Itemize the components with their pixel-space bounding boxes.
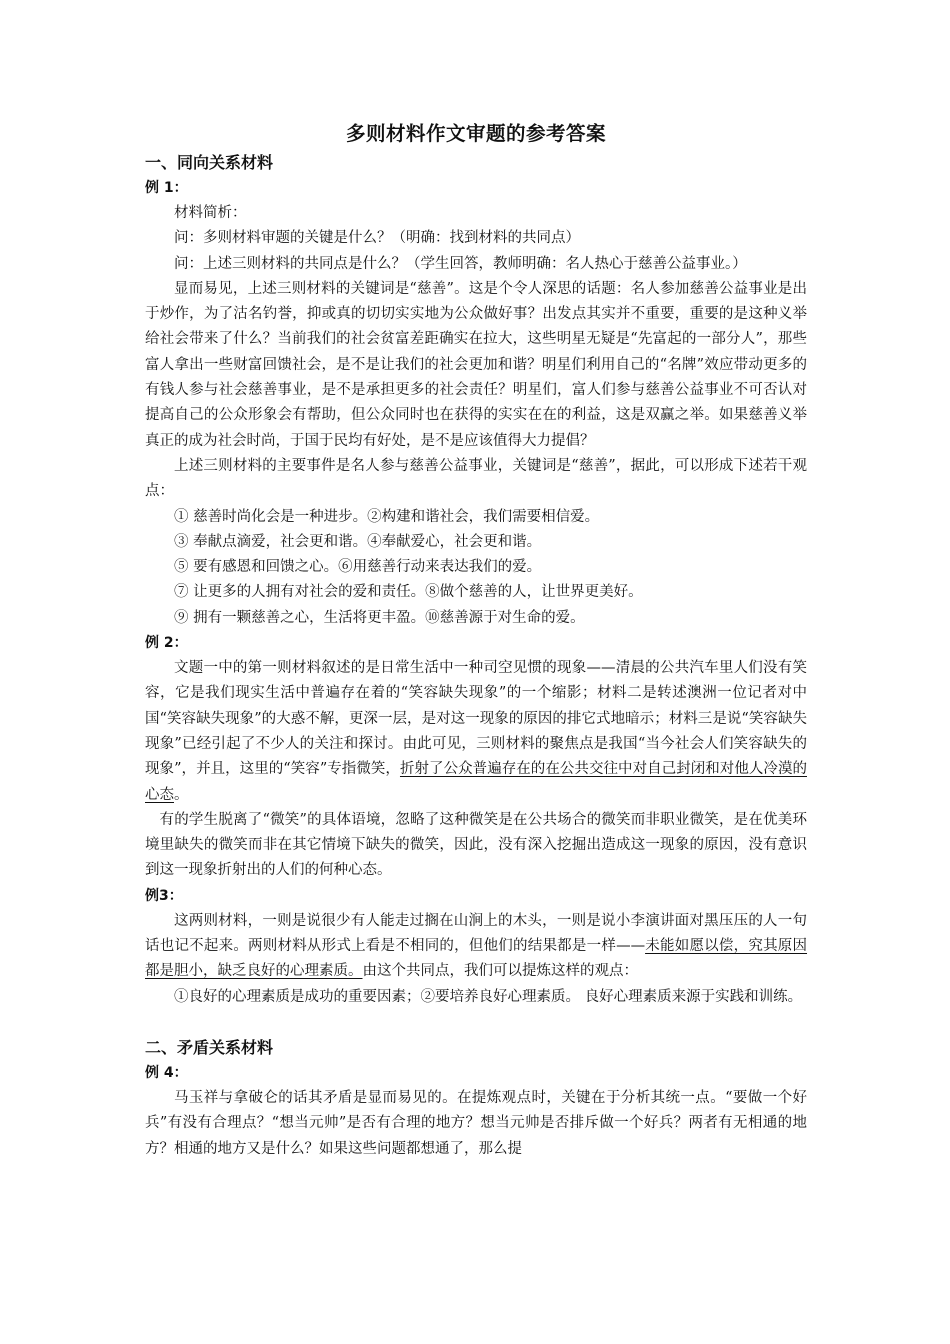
example-1-paragraph-2: 上述三则材料的主要事件是名人参与慈善公益事业，关键词是“慈善”，据此，可以形成下述若干观点： xyxy=(145,457,807,500)
example-3-paragraph-2: ①良好的心理素质是成功的重要因素；②要培养良好心理素质。 良好心理素质来源于实践和训练。 xyxy=(174,988,803,1005)
example-3-paragraph-1 xyxy=(145,909,807,985)
example-1-point-line: ③ 奉献点滴爱，社会更和谐。④奉献爱心，社会更和谐。 xyxy=(174,533,542,550)
example-1-question-1: 问：多则材料审题的关键是什么？（明确：找到材料的共同点） xyxy=(174,230,580,247)
example-2-text: 文题一中的第一则材料叙述的是日常生活中一种司空见惯的现象——清晨的公共汽车里人们没有笑容，它是我们现实生活中普遍存在着的“笑容缺失现象”的一个缩影；材料二是转述澳洲一位记者对中国“笑容缺失现象”的大惑不解，更深一层，是对这一现象的原因的排它式地暗示；材料三是说“笑容缺失现象”已经引起了不少人的关注和探讨。由此可见，三则材料的聚焦点是我国“当今社会人们笑容缺失的现象”，并且，这里的“笑容”专指微笑， xyxy=(145,660,807,778)
example-3-text-end: 由这个共同点，我们可以提炼这样的观点： xyxy=(362,963,638,980)
example-2-label: 例 2： xyxy=(145,635,188,652)
document-page xyxy=(145,120,807,1162)
section-spacer xyxy=(145,1010,807,1035)
section-heading-1: 一、同向关系材料 xyxy=(145,153,274,172)
example-4-label: 例 4： xyxy=(145,1064,188,1081)
example-1-point-line: ⑤ 要有感恩和回馈之心。⑥用慈善行动来表达我们的爱。 xyxy=(174,559,542,576)
example-2-paragraph-1 xyxy=(145,656,807,808)
example-1-question-2: 问：上述三则材料的共同点是什么？（学生回答，教师明确：名人热心于慈善公益事业。） xyxy=(174,255,747,272)
example-3-text: 这两则材料，一则是说很少有人能走过搁在山涧上的木头，一则是说小李演讲面对黑压压的人一句话也记不起来。两则材料从形式上看是不相同的，但他们的结果都是一样—— xyxy=(145,912,807,955)
example-1-point-line: ⑦ 让更多的人拥有对社会的爱和责任。⑧做个慈善的人，让世界更美好。 xyxy=(174,584,643,601)
document-title: 多则材料作文审题的参考答案 xyxy=(345,122,606,145)
example-1-point-line: ⑨ 拥有一颗慈善之心，生活将更丰盈。⑩慈善源于对生命的爱。 xyxy=(174,609,585,626)
example-3-underlined-text: 未能如愿以偿，究其原因都是胆小，缺乏良好的心理素质。 xyxy=(145,938,808,980)
example-3-label: 例3： xyxy=(145,887,183,904)
section-heading-2: 二、矛盾关系材料 xyxy=(145,1037,274,1057)
example-1-intro: 材料简析： xyxy=(174,205,247,221)
example-1-paragraph-1: 显而易见，上述三则材料的关键词是“慈善”。这是个令人深思的话题：名人参加慈善公益事业是出于炒作，为了沽名钓誉，抑或真的切切实实地为公众做好事？出发点其实并不重要，重要的是这种义举给社会带来了什么？当前我们的社会贫富差距确实在拉大，这些明星无疑是“先富起的一部分人”，那些富人拿出一些财富回馈社会，是不是让我们的社会更加和谐？明星们利用自己的“名牌”效应带动更多的有钱人参与社会慈善事业，是不是承担更多的社会责任？明星们，富人们参与慈善公益事业不可否认对提高自己的公众形象会有帮助，但公众同时也在获得的实实在在的利益，这是双赢之举。如果慈善义举真正的成为社会时尚，于国于民均有好处，是不是应该值得大力提倡？ xyxy=(145,280,807,449)
example-1-point-line: ① 慈善时尚化会是一种进步。②构建和谐社会，我们需要相信爱。 xyxy=(174,508,600,525)
example-2-underlined-text: 折射了公众普遍存在的在公共交往中对自己封闭和对他人冷漠的心态 xyxy=(145,761,807,803)
example-1-label: 例 1： xyxy=(145,180,188,196)
example-2-text-end: 。 xyxy=(174,786,189,803)
example-4-paragraph-1: 马玉祥与拿破仑的话其矛盾是显而易见的。在提炼观点时，关键在于分析其统一点。“要做一个好兵”有没有合理点？“想当元帅”是否有合理的地方？想当元帅是否排斥做一个好兵？两者有无相通的地方？相通的地方又是什么？如果这些问题都想通了，那么提 xyxy=(145,1089,807,1157)
example-2-paragraph-2: 有的学生脱离了“微笑”的具体语境，忽略了这种微笑是在公共场合的微笑而非职业微笑，是在优美环境里缺失的微笑而非在其它情境下缺失的微笑，因此，没有深入挖掘出造成这一现象的原因，没有意识到这一现象折射出的人们的何种心态。 xyxy=(145,811,807,879)
